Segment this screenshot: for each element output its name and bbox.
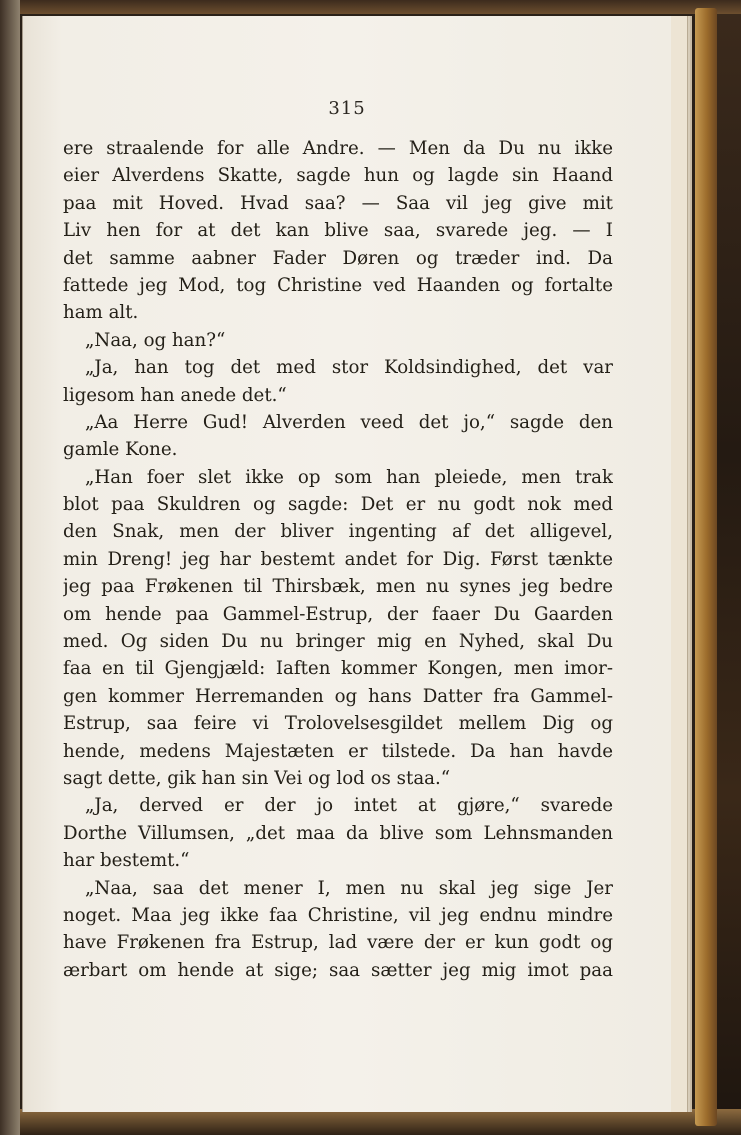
text-line: den Snak, men der bliver ingenting af det alligevel, [63,521,613,543]
text-line: med. Og siden Du nu bringer mig en Nyhed, skal Du [63,631,613,653]
book-cover-top [0,0,741,14]
text-line: „Ja, derved er der jo intet at gjøre,“ svarede [85,795,613,817]
text-line: fattede jeg Mod, tog Christine ved Haanden og fortalte [63,274,613,296]
text-line: blot paa Skuldren og sagde: Det er nu godt nok med [63,494,613,516]
text-line: gen kommer Herremanden og hans Datter fra Gammel- [63,685,613,707]
text-line: gamle Kone. [63,439,178,461]
text-line: sagt dette, gik han sin Vei og lod os staa.“ [63,767,451,789]
text-line: ligesom han anede det.“ [63,384,287,406]
text-line: ærbart om hende at sige; saa sætter jeg mig imot paa [63,959,613,981]
gutter-shadow [0,0,20,1135]
text-line: det samme aabner Fader Døren og træder ind. Da [63,247,613,269]
text-line: ham alt. [63,302,139,324]
text-line: „Han foer slet ikke op som han pleiede, men trak [85,466,613,488]
text-line: „Ja, han tog det med stor Koldsindighed, det var [85,357,613,379]
text-line: paa mit Hoved. Hvad saa? — Saa vil jeg give mit [63,192,613,214]
text-line: hende, medens Majestæten er tilstede. Da han havde [63,740,613,762]
book-cover-right [695,8,717,1126]
text-line: Estrup, saa feire vi Trolovelsesgildet mellem Dig og [63,713,613,735]
text-line: have Frøkenen fra Estrup, lad være der er kun godt og [63,932,613,954]
text-line: eier Alverdens Skatte, sagde hun og lagde sin Haand [63,165,613,187]
text-line: om hende paa Gammel-Estrup, der faaer Du Gaarden [63,603,613,625]
text-line: faa en til Gjengjæld: Iaften kommer Kongen, men imor- [63,658,613,680]
text-line: „Naa, og han?“ [85,329,226,351]
text-line: ere straalende for alle Andre. — Men da Du nu ikke [63,138,613,159]
text-line: Dorthe Villumsen, „det maa da blive som Lehnsmanden [63,822,613,844]
text-line: noget. Maa jeg ikke faa Christine, vil jeg endnu mindre [63,904,613,926]
book-cover-bottom [0,1109,741,1135]
page-number: 315 [328,98,366,119]
text-line: jeg paa Frøkenen til Thirsbæk, men nu synes jeg bedre [63,576,613,598]
text-line: Liv hen for at det kan blive saa, svarede jeg. — I [63,220,613,242]
page-text [63,135,613,984]
text-line: har bestemt.“ [63,850,190,872]
text-line: „Naa, saa det mener I, men nu skal jeg sige Jer [85,877,613,899]
text-line: min Dreng! jeg har bestemt andet for Dig. Først tænkte [63,548,613,570]
text-line: „Aa Herre Gud! Alverden veed det jo,“ sagde den [85,411,613,433]
book-page [22,16,671,1112]
